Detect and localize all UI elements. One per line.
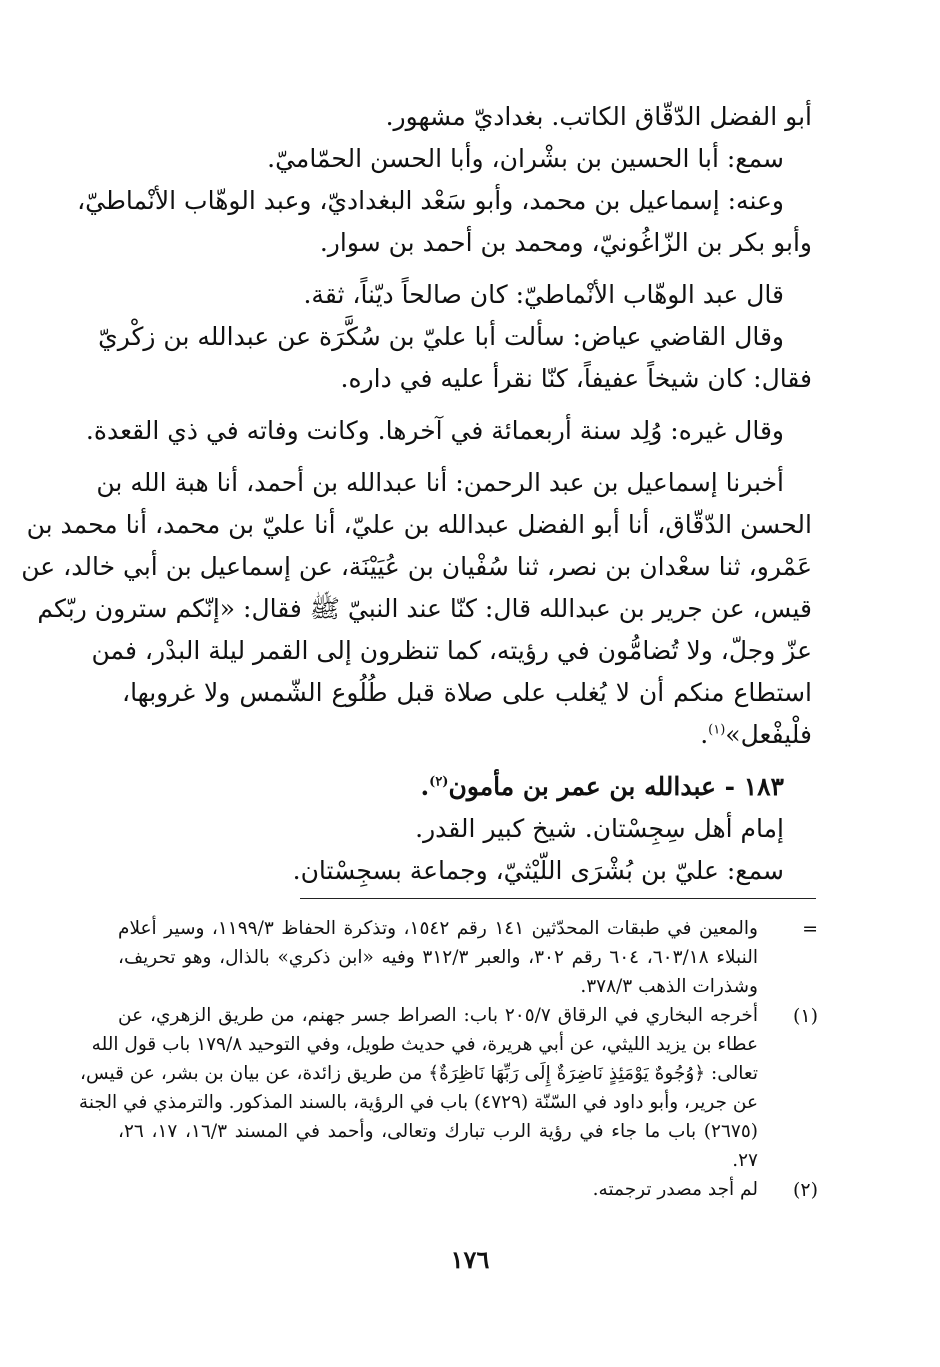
hadith-end-text: فلْيفْعل» (725, 720, 812, 749)
footnote-mark: (٢) (792, 1179, 818, 1201)
footnotes (78, 914, 818, 1204)
footnote-line: عن جرير، وأبو داود في السّنّة (٤٧٢٩) باب في الرؤية، بالسند المذكور. والترمذي في الجنة (78, 1092, 758, 1113)
text-line: سمع: عليّ بن بُشْرَى اللّيْثيّ، وجماعة بسجِسْتان. (292, 856, 784, 885)
period: . (700, 720, 709, 749)
hadith-line: قيس، عن جرير بن عبدالله قال: كنّا عند النبيّ ﷺ فقال: «إنّكم سترون ربّكم (37, 594, 812, 623)
footnote-line: (٢٦٧٥) باب ما جاء في رؤية الرب تبارك وتعالى، وأحمد في المسند ١٦/٣، ١٧، ٢٦، (118, 1121, 758, 1142)
footnote-line: والمعين في طبقات المحدّثين ١٤١ رقم ١٥٤٢، وتذكرة الحفاظ ١١٩٩/٣، وسير أعلام (118, 918, 758, 939)
footnote-continuation (118, 914, 818, 1001)
entry-title: ١٨٣ - عبدالله بن عمر بن مأمون (448, 772, 784, 801)
hadith-line: عزّ وجلّ، ولا تُضامُّون في رؤيته، كما تنظرون إلى القمر ليلة البدْر، فمن (91, 636, 812, 665)
footnote-separator (300, 898, 816, 899)
text-line: وقال القاضي عياض: سألت أبا عليّ بن سُكَّرَة عن عبدالله بن زكْريّ (98, 322, 784, 351)
footnote-line: النبلاء ٦٠٣/١٨، ٦٠٤ رقم ٣٠٢، والعبر ٣١٢/٣ وفيه «ابن ذكري» بالذال، وهو تحريف، (118, 947, 758, 968)
footnote-line: أخرجه البخاري في الرقاق ٢٠٥/٧ باب: الصراط جسر جهنم، من طريق الزهري، عن (118, 1005, 758, 1026)
entry-heading (122, 766, 812, 808)
isnad-line: الحسن الدّقّاق، أنا أبو الفضل عبدالله بن عليّ، أنا عليّ بن محمد، أنا محمد بن (26, 510, 812, 539)
footnote-line: وشذرات الذهب ٣٧٨/٣. (580, 976, 758, 997)
footnote-ref-1[interactable]: (١) (708, 722, 726, 738)
footnote-ref-2[interactable]: (٢) (429, 774, 449, 790)
hadith-line: استطاع منكم أن لا يُغلب على صلاة قبل طُلُوع الشّمس ولا غروبها، (122, 678, 812, 707)
footnote-mark: (١) (792, 1005, 818, 1027)
isnad-line: أخبرنا إسماعيل بن عبد الرحمن: أنا عبدالله بن أحمد، أنا هبة الله بن (96, 468, 784, 497)
main-text (21, 96, 812, 892)
text-line: قال عبد الوهّاب الأنْماطيّ: كان صالحاً ديّناً، ثقة. (303, 280, 784, 309)
footnote-line: لم أجد مصدر ترجمته. (592, 1179, 758, 1200)
isnad-line: عَمْرو، ثنا سعْدان بن نصر، ثنا سُفْيان بن عُيَيْنَة، عن إسماعيل بن أبي خالد، عن (21, 552, 812, 581)
footnote-line: عطاء بن يزيد الليثي، عن أبي هريرة، في حديث طويل، وفي التوحيد ١٧٩/٨ باب قول الله (91, 1034, 758, 1055)
page-number: ١٧٦ (450, 1245, 490, 1274)
footnote-line: تعالى: ﴿وُجُوهٌ يَوْمَئِذٍ نَاضِرَةٌ إِلَى رَبِّهَا نَاظِرَةٌ﴾ من طريق زائدة، عن بيان بن بشر، عن قيس، (79, 1063, 758, 1084)
text-line: إمام أهل سِجِسْتان. شيخ كبير القدر. (415, 814, 784, 843)
period: . (420, 772, 430, 801)
text-line: فقال: كان شيخاً عفيفاً، كنّا نقرأ عليه في داره. (340, 364, 812, 393)
text-line: وأبو بكر بن الزّاغُونيّ، ومحمد بن أحمد بن سوار. (319, 228, 812, 257)
footnote-mark: = (802, 918, 818, 940)
footnote-2 (118, 1175, 818, 1204)
hadith-line-end (122, 714, 812, 756)
text-line: أبو الفضل الدّقّاق الكاتب. بغداديّ مشهور. (385, 102, 812, 131)
text-line: وقال غيره: وُلِد سنة أربعمائة في آخرها. وكانت وفاته في ذي القعدة. (85, 416, 784, 445)
text-line: وعنه: إسماعيل بن محمد، وأبو سَعْد البغداديّ، وعبد الوهّاب الأنْماطيّ، (77, 186, 784, 215)
footnote-1 (78, 1001, 818, 1175)
text-line: سمع: أبا الحسين بن بشْران، وأبا الحسن الحمّاميّ. (267, 144, 784, 173)
footnote-line: ٢٧. (732, 1150, 758, 1171)
